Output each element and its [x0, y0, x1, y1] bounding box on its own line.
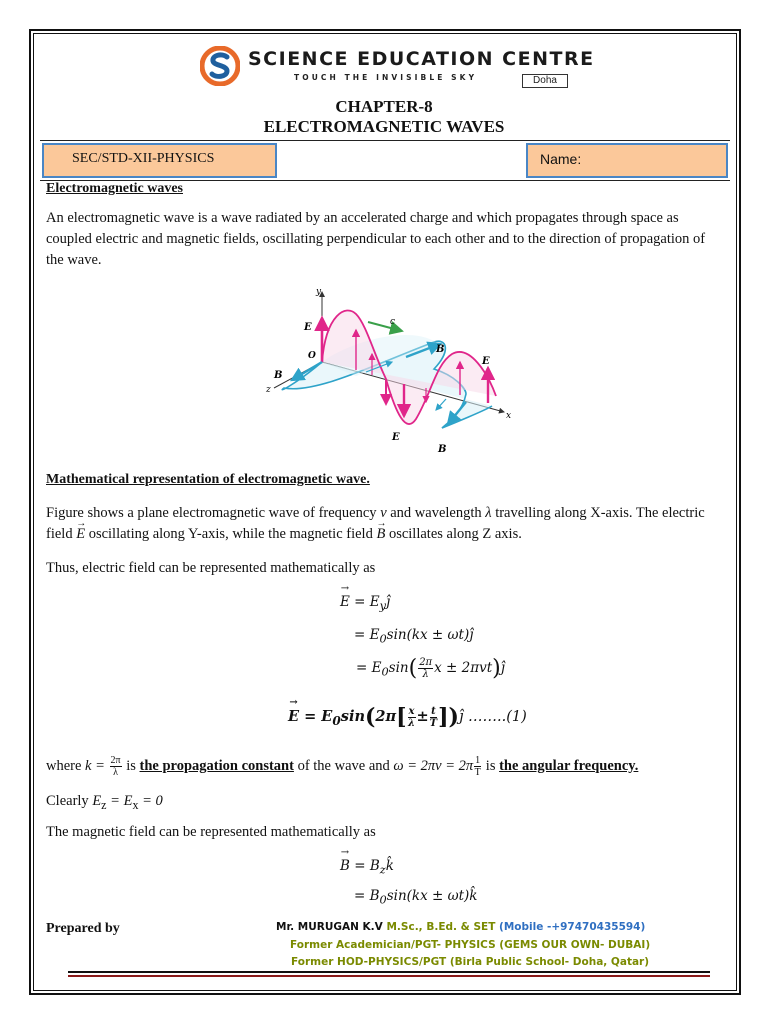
branch-badge: Doha — [522, 74, 568, 88]
sec-logo-icon — [200, 46, 240, 86]
magnetic-field-intro: The magnetic field can be represented mathematically as — [46, 824, 376, 840]
fig-label-e-3: E — [392, 432, 400, 443]
equation-b2: = $B_0\sin(kx$ ± ωt)k̂ — [354, 888, 478, 907]
fig-label-x: x — [506, 411, 512, 421]
author-line-2: Former Academician/PGT- PHYSICS (GEMS OUR OWN- DUBAI) — [290, 939, 651, 951]
math-rep-paragraph: Figure shows a plane electromagnetic wave of frequency ν and wavelength λ travelling along X-axis. The electric field → E oscillating along Y-axis, while the magnetic field → B oscillates along Z axis. — [46, 503, 722, 545]
fig-label-b-1: B — [274, 370, 283, 381]
footer-rule-black — [68, 971, 710, 973]
equation-e3: = $E_0\sin$( $\frac{2\pi}{\lambda}$ x ± 2πvt)ĵ — [356, 656, 505, 681]
class-box: SEC/STD-XII-PHYSICS — [42, 143, 277, 178]
fig-label-e-1: E — [304, 322, 312, 333]
fig-label-b-3: B — [438, 444, 447, 455]
author-line-1: Mr. MURUGAN K.V M.Sc., B.Ed. & SET (Mobile -+97470435594) — [276, 921, 646, 933]
section-heading-math-rep: Mathematical representation of electromagnetic wave. — [46, 472, 370, 487]
header-logo — [200, 46, 600, 92]
equation-e1: → $E = E_yĵ$ — [340, 594, 390, 613]
em-wave-definition: An electromagnetic wave is a wave radiated by an accelerated charge and which propagates through space as coupled electric and magnetic fields, oscillating perpendicular to each other and to the direction of propagation of the wave. — [46, 210, 706, 268]
fig-label-origin: O — [308, 351, 316, 361]
equation-b1: → $B = B_zk̂$ — [340, 858, 394, 877]
electric-field-intro: Thus, electric field can be represented mathematically as — [46, 560, 376, 576]
fig-label-y: y — [316, 287, 322, 297]
brand-tagline: TOUCH THE INVISIBLE SKY — [294, 73, 478, 82]
chapter-title: ELECTROMAGNETIC WAVES — [263, 117, 505, 136]
equation-e2: = $E_0\sin(kx$ ± ωt)ĵ — [354, 627, 474, 646]
footer-rule-red — [68, 975, 710, 977]
section-heading-em-waves: Electromagnetic waves — [46, 181, 183, 196]
em-wave-figure — [256, 284, 518, 456]
fig-label-e-2: E — [482, 356, 490, 367]
header-rule — [40, 140, 730, 141]
author-line-3: Former HOD-PHYSICS/PGT (Birla Public School- Doha, Qatar) — [291, 956, 650, 968]
name-box[interactable]: Name: — [526, 143, 728, 178]
fig-label-b-2: B — [436, 344, 445, 355]
equation-e4: → $E = E_0\sin(2\pi$[ $\frac{x}{\lambda}$ ± $\frac{t}{T}$ ])ĵ ……..(1) — [288, 704, 527, 730]
chapter-number: CHAPTER-8 — [335, 97, 433, 116]
fig-label-c: c — [390, 317, 396, 327]
where-line: where k = $\frac{2\pi}{\lambda}$ is the propagation constant of the wave and ω = 2πν = 2π $\frac{1}{T}$ is the angular frequency. — [46, 755, 639, 778]
brand-name: SCIENCE EDUCATION CENTRE — [248, 48, 595, 70]
fig-label-z: z — [266, 385, 271, 395]
clearly-line: Clearly $E_z = E_x = 0$ — [46, 793, 163, 812]
prepared-by-label: Prepared by — [46, 921, 120, 936]
